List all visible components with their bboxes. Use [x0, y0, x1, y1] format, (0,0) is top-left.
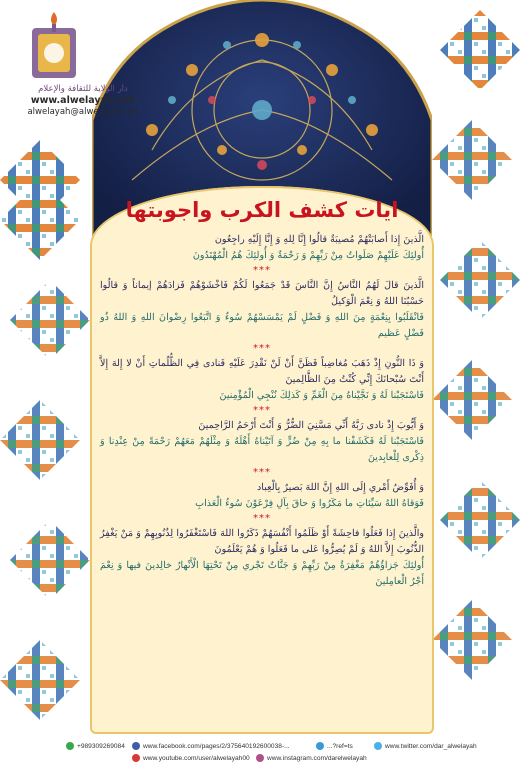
publisher-info — [8, 84, 158, 118]
verse-line: وَ أُفَوِّضُ أَمْري إِلَى اللهِ إِنَّ اللهَ بَصيرٌ بِالْعِباد — [257, 482, 424, 493]
verse-line: الَّذينَ قالَ لَهُمُ النَّاسُ إِنَّ النَّاسَ قَدْ جَمَعُوا لَكُمْ فَاخْشَوْهُمْ فَزادَهُمْ إيماناً وَ قالُوا حَسْبُنَا اللهُ وَ نِعْمَ الْوَكيلُ — [100, 280, 424, 307]
telegram-icon — [316, 742, 324, 750]
verse-separator: *** — [253, 405, 271, 416]
verse-line: فَانْقَلَبُوا بِنِعْمَةٍ مِنَ اللهِ وَ فَضْلٍ لَمْ يَمْسَسْهُمْ سُوءٌ وَ اتَّبَعُوا رِضْوانَ اللهِ وَ اللهُ ذُو فَضْلٍ عَظيم — [100, 312, 424, 339]
whatsapp-icon — [66, 742, 74, 750]
publisher-email[interactable]: alwelayah@alwelayah.net — [27, 107, 139, 117]
verse-line: وَ أَيُّوبَ إِذْ نادى رَبَّهُ أَنِّي مَسَّنِيَ الضُّرُّ وَ أَنْتَ أَرْحَمُ الرَّاحِمينَ — [198, 420, 424, 431]
publisher-logo — [28, 10, 80, 82]
publisher-name: دار الولاية للثقافة والإعلام — [38, 84, 128, 94]
verse-group — [100, 356, 424, 404]
verses-container — [100, 232, 424, 590]
verse-separator: *** — [253, 467, 271, 478]
telegram-link[interactable] — [316, 742, 353, 750]
verse-group — [100, 480, 424, 512]
youtube-icon — [132, 754, 140, 762]
verse-separator: *** — [253, 513, 271, 524]
facebook-url: www.facebook.com/pages/2/375640192600038-... — [143, 742, 290, 750]
verse-line: فَاسْتَجَبْنا لَهُ وَ نَجَّيْناهُ مِنَ الْغَمِّ وَ كَذلِكَ نُنْجِي الْمُؤْمِنينَ — [219, 390, 424, 401]
verse-group — [100, 526, 424, 590]
whatsapp-number: +989309269084 — [77, 742, 125, 750]
youtube-link[interactable] — [132, 754, 250, 762]
left-mosaic-pattern — [0, 120, 92, 720]
footer-contacts — [66, 738, 506, 766]
verse-separator: *** — [253, 265, 271, 276]
verse-line: والَّذينَ إِذا فَعَلُوا فاحِشَةً أَوْ ظَلَمُوا أَنْفُسَهُمْ ذَكَرُوا اللهَ فَاسْتَغْفَرُوا لِذُنُوبِهِمْ وَ مَنْ يَغْفِرُ الذُّنُوبَ إِلاَّ اللهُ وَ لَمْ يُصِرُّوا عَلى ما فَعَلُوا وَ هُمْ يَعْلَمُونَ — [100, 528, 424, 555]
verse-line: أُولئِكَ عَلَيْهِمْ صَلَواتٌ مِنْ رَبِّهِمْ وَ رَحْمَةٌ وَ أُولئِكَ هُمُ الْمُهْتَدُونَ — [192, 250, 424, 261]
instagram-icon — [256, 754, 264, 762]
verse-line: فَاسْتَجَبْنا لَهُ فَكَشَفْنا ما بِهِ مِنْ ضُرٍّ وَ آتَيْناهُ أَهْلَهُ وَ مِثْلَهُمْ مَعَهُمْ رَحْمَةً مِنْ عِنْدِنا وَ ذِكْرى لِلْعابِدينَ — [100, 436, 424, 463]
instagram-url: www.instagram.com/darelwelayah — [267, 754, 367, 762]
right-mosaic-pattern — [432, 0, 520, 720]
whatsapp-contact[interactable] — [66, 742, 125, 750]
telegram-url: ...?ref=ts — [327, 742, 353, 750]
verse-group — [100, 278, 424, 342]
twitter-link[interactable] — [374, 742, 477, 750]
verse-group — [100, 232, 424, 264]
verse-line: أُولئِكَ جَزاؤُهُمْ مَغْفِرَةٌ مِنْ رَبِّهِمْ وَ جَنَّاتٌ تَجْري مِنْ تَحْتِهَا الْأَنْهارُ خالِدينَ فيها وَ نِعْمَ أَجْرُ الْعامِلينَ — [100, 560, 424, 587]
facebook-icon — [132, 742, 140, 750]
verse-line: فَوَقاهُ اللهُ سَيِّئاتِ ما مَكَرُوا وَ حاقَ بِآلِ فِرْعَوْنَ سُوءُ الْعَذابِ — [195, 498, 424, 509]
instagram-link[interactable] — [256, 754, 367, 762]
page-title: ايات كشف الكرب واجوبتها — [125, 198, 399, 222]
verse-separator: *** — [253, 343, 271, 354]
publisher-website[interactable]: www.alwelayah.net — [30, 95, 136, 106]
youtube-url: www.youtube.com/user/alwelayah00 — [143, 754, 250, 762]
verse-group — [100, 418, 424, 466]
verse-line: الَّذينَ إِذا أَصابَتْهُمْ مُصيبَةٌ قالُوا إِنَّا لِلهِ وَ إِنَّا إِلَيْهِ راجِعُون — [214, 234, 424, 245]
verse-line: وَ ذَا النُّونِ إِذْ ذَهَبَ مُغاضِباً فَظَنَّ أَنْ لَنْ نَقْدِرَ عَلَيْهِ فَنادى فِي الظُّلُماتِ أَنْ لا إِلهَ إِلاَّ أَنْتَ سُبْحانَكَ إِنِّي كُنْتُ مِنَ الظَّالِمينَ — [100, 358, 424, 385]
twitter-url: www.twitter.com/dar_alwelayah — [385, 742, 477, 750]
twitter-icon — [374, 742, 382, 750]
facebook-link[interactable] — [132, 742, 290, 750]
